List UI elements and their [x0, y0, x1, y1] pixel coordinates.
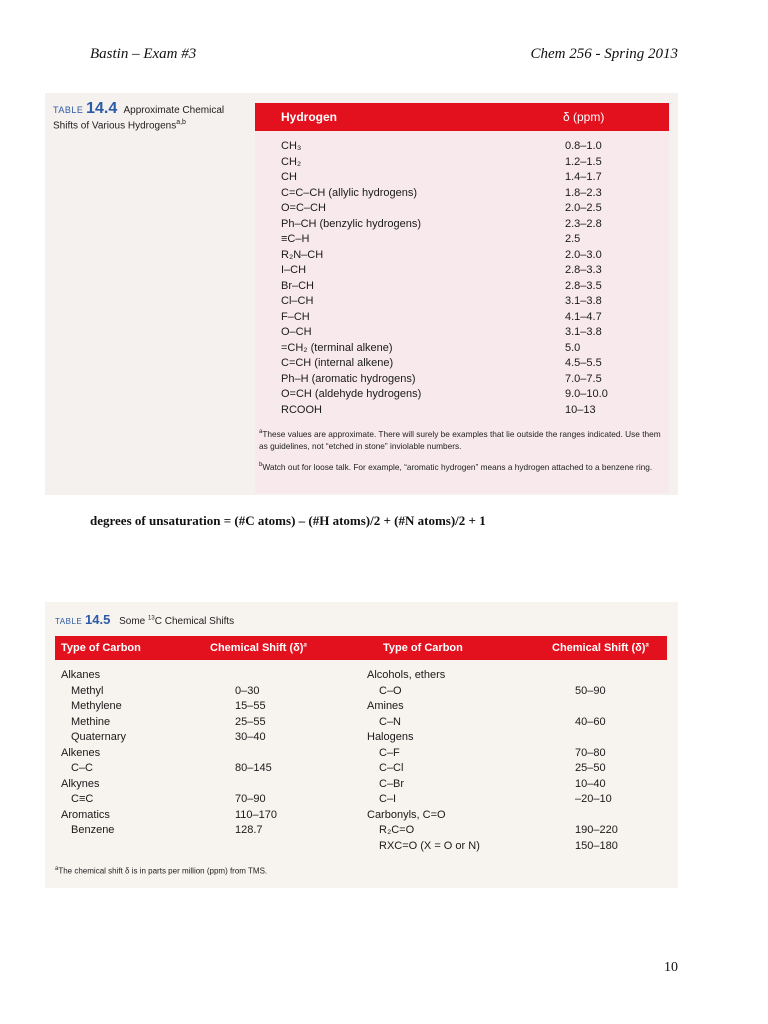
- table-row: [255, 170, 669, 186]
- footnote-a-text: These values are approximate. There will surely be examples that lie outside the ranges indicated. Use them as guidelines, not “etched in stone” inviolable numbers.: [259, 428, 661, 451]
- table-row: [255, 356, 669, 372]
- carbon-type-2: C–Cl: [379, 762, 404, 774]
- col-chemical-shift-1-text: Chemical Shift (δ): [210, 642, 304, 654]
- table-14-4: [45, 93, 678, 495]
- col-hydrogen: Hydrogen: [281, 110, 338, 124]
- carbon-type-2: Halogens: [367, 731, 414, 743]
- carbon-type-2: C–F: [379, 746, 400, 759]
- hydrogen-type: ≡C–H: [281, 233, 310, 245]
- footnote-b-mark: b: [259, 461, 263, 468]
- table-title-sup: a,b: [176, 119, 186, 126]
- table-row: [255, 310, 669, 326]
- unsaturation-formula: degrees of unsaturation = (#C atoms) – (#H atoms)/2 + (#N atoms)/2 + 1: [90, 513, 486, 528]
- table-row: [255, 341, 669, 357]
- chemical-shift-1: 15–55: [235, 700, 266, 712]
- table-label: TABLE: [53, 105, 84, 115]
- table-row: [55, 761, 667, 777]
- header-right: Chem 256 - Spring 2013: [530, 46, 678, 62]
- carbon-type-1: Quaternary: [71, 731, 127, 743]
- table-row: [255, 294, 669, 310]
- table-row: [55, 668, 667, 684]
- hydrogen-type: CH₂: [281, 155, 302, 168]
- col-shift: δ (ppm): [563, 110, 605, 124]
- table-label: TABLE: [55, 617, 83, 626]
- table-row: [55, 715, 667, 731]
- table-row: [55, 823, 667, 839]
- carbon-type-1: Methyl: [71, 684, 104, 697]
- col-chemical-shift-1: [210, 642, 307, 654]
- carbon-type-1: Alkenes: [61, 746, 101, 759]
- table-14-5-rows: [55, 668, 667, 854]
- carbon-type-2: Alcohols, ethers: [367, 669, 446, 681]
- table-row: [55, 777, 667, 793]
- table-title-post: C Chemical Shifts: [154, 616, 235, 627]
- hydrogen-type: Ph–CH (benzylic hydrogens): [281, 217, 422, 230]
- table-row: [55, 792, 667, 808]
- chemical-shift-1: 80–145: [235, 762, 272, 774]
- carbon-type-2: C–N: [379, 715, 402, 728]
- footnote-a: [259, 426, 663, 452]
- table-row: [55, 684, 667, 700]
- footnote-text: The chemical shift δ is in parts per million (ppm) from TMS.: [58, 866, 268, 876]
- table-title-pre: Some: [119, 616, 149, 627]
- header-left: Bastin – Exam #3: [90, 46, 197, 62]
- table-14-4-header: [255, 103, 669, 131]
- col-shift-1-sup: a: [303, 642, 307, 649]
- table-number: 14.5: [85, 612, 111, 627]
- chemical-shift-1: 70–90: [235, 793, 266, 805]
- shift-range: 4.5–5.5: [565, 357, 602, 369]
- col-chemical-shift-2-text: Chemical Shift (δ): [552, 642, 646, 654]
- shift-range: 2.8–3.3: [565, 264, 602, 276]
- chemical-shift-2: –20–10: [575, 793, 612, 805]
- table-row: [55, 839, 667, 855]
- table-row: [255, 155, 669, 171]
- shift-range: 7.0–7.5: [565, 372, 602, 385]
- table-row: [255, 248, 669, 264]
- chemical-shift-2: 10–40: [575, 777, 606, 790]
- shift-range: 2.3–2.8: [565, 217, 602, 230]
- shift-range: 2.0–2.5: [565, 202, 602, 214]
- carbon-type-1: Alkynes: [61, 777, 100, 790]
- chemical-shift-2: 70–80: [575, 746, 606, 759]
- table-row: [255, 201, 669, 217]
- table-14-5-footnote: [55, 866, 267, 876]
- table-14-4-footnotes: [259, 426, 663, 480]
- table-row: [255, 232, 669, 248]
- hydrogen-type: O=C–CH: [281, 202, 326, 214]
- hydrogen-type: I–CH: [281, 264, 307, 276]
- shift-range: 10–13: [565, 403, 596, 416]
- hydrogen-type: Cl–CH: [281, 295, 314, 307]
- carbon-type-1: C≡C: [71, 793, 94, 805]
- shift-range: 1.2–1.5: [565, 155, 602, 168]
- shift-range: 5.0: [565, 341, 581, 354]
- table-row: [55, 730, 667, 746]
- chemical-shift-1: 25–55: [235, 715, 266, 728]
- shift-range: 3.1–3.8: [565, 326, 602, 338]
- carbon-type-1: Aromatics: [61, 808, 110, 821]
- table-row: [255, 217, 669, 233]
- col-type-carbon-2: Type of Carbon: [383, 642, 463, 654]
- table-14-5-header: [55, 636, 667, 660]
- col-type-carbon-1: Type of Carbon: [61, 642, 141, 654]
- chemical-shift-1: 110–170: [235, 808, 278, 821]
- hydrogen-type: O–CH: [281, 326, 312, 338]
- table-title-sup: 13: [148, 615, 155, 622]
- footnote-a-mark: a: [259, 429, 263, 435]
- chemical-shift-1: 30–40: [235, 731, 266, 743]
- carbon-type-1: Methine: [71, 715, 111, 728]
- hydrogen-type: =CH₂ (terminal alkene): [281, 341, 393, 354]
- shift-range: 2.8–3.5: [565, 279, 602, 292]
- carbon-type-2: C–Br: [379, 777, 405, 790]
- hydrogen-type: C=C–CH (allylic hydrogens): [281, 186, 418, 199]
- table-14-4-caption: [53, 100, 243, 132]
- hydrogen-type: Br–CH: [281, 279, 315, 292]
- carbon-type-1: C–C: [71, 762, 94, 774]
- table-14-4-panel: [255, 103, 669, 493]
- shift-range: 4.1–4.7: [565, 310, 602, 323]
- table-row: [255, 372, 669, 388]
- col-shift-2-sup: a: [645, 642, 649, 649]
- table-row: [55, 808, 667, 824]
- carbon-type-2: RXC=O (X = O or N): [379, 839, 480, 852]
- chemical-shift-2: 50–90: [575, 684, 606, 697]
- table-14-5-caption: [55, 612, 234, 627]
- table-row: [255, 403, 669, 419]
- shift-range: 2.0–3.0: [565, 248, 602, 261]
- table-number: 14.4: [86, 100, 118, 117]
- hydrogen-type: C=CH (internal alkene): [281, 357, 394, 369]
- table-14-5: [45, 602, 678, 888]
- table-row: [255, 387, 669, 403]
- table-row: [255, 186, 669, 202]
- carbon-type-2: R₂C=O: [379, 824, 415, 836]
- hydrogen-type: Ph–H (aromatic hydrogens): [281, 372, 416, 385]
- shift-range: 0.8–1.0: [565, 140, 602, 152]
- table-title: Approximate Chemical Shifts of Various Hydrogens: [53, 105, 225, 132]
- hydrogen-type: CH: [281, 171, 297, 183]
- page-number: 10: [664, 960, 678, 975]
- shift-range: 9.0–10.0: [565, 388, 608, 400]
- shift-range: 1.8–2.3: [565, 186, 602, 199]
- hydrogen-type: CH₃: [281, 140, 302, 152]
- table-row: [255, 279, 669, 295]
- chemical-shift-1: 0–30: [235, 684, 260, 697]
- footnote-b-text: Watch out for loose talk. For example, “aromatic hydrogen” means a hydrogen attached to a benzene ring.: [262, 461, 653, 472]
- footnote-b: [259, 459, 663, 473]
- table-row: [255, 263, 669, 279]
- table-row: [255, 139, 669, 155]
- hydrogen-type: RCOOH: [281, 403, 322, 416]
- table-row: [55, 699, 667, 715]
- table-row: [55, 746, 667, 762]
- chemical-shift-2: 190–220: [575, 824, 618, 836]
- carbon-type-2: C–O: [379, 684, 402, 697]
- col-chemical-shift-2: [552, 642, 649, 654]
- footnote-mark: a: [55, 866, 59, 872]
- carbon-type-1: Alkanes: [61, 669, 101, 681]
- hydrogen-type: F–CH: [281, 310, 310, 323]
- chemical-shift-2: 40–60: [575, 715, 606, 728]
- shift-range: 2.5: [565, 233, 581, 245]
- shift-range: 3.1–3.8: [565, 295, 602, 307]
- hydrogen-type: R₂N–CH: [281, 248, 324, 261]
- table-row: [255, 325, 669, 341]
- shift-range: 1.4–1.7: [565, 171, 602, 183]
- carbon-type-1: Methylene: [71, 700, 122, 712]
- hydrogen-type: O=CH (aldehyde hydrogens): [281, 388, 422, 400]
- carbon-type-2: Carbonyls, C=O: [367, 808, 446, 821]
- chemical-shift-1: 128.7: [235, 824, 263, 836]
- carbon-type-2: Amines: [367, 700, 404, 712]
- carbon-type-1: Benzene: [71, 824, 115, 836]
- chemical-shift-2: 150–180: [575, 839, 618, 852]
- table-14-4-rows: [255, 139, 669, 418]
- carbon-type-2: C–I: [379, 793, 397, 805]
- chemical-shift-2: 25–50: [575, 762, 606, 774]
